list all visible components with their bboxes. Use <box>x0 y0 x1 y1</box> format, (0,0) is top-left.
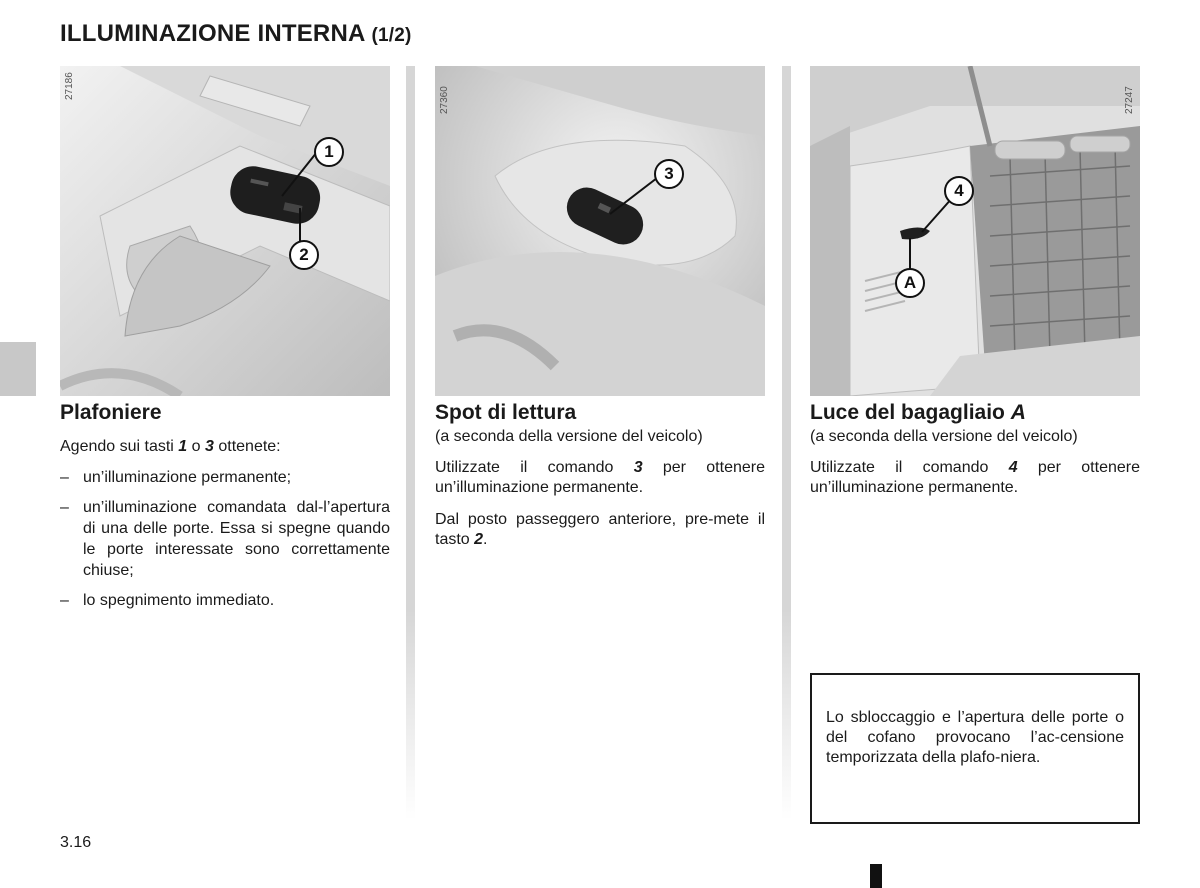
callout-lines <box>435 66 765 396</box>
column-divider <box>406 66 415 820</box>
figure-ref: 27247 <box>1124 86 1135 114</box>
key-ref-4: 4 <box>1008 459 1018 476</box>
paragraph-spot-2: Dal posto passeggero anteriore, pre-mete il tasto 2. <box>435 511 765 548</box>
page-title-suffix: (1/2) <box>371 25 412 46</box>
column-divider <box>782 66 791 820</box>
version-note: (a seconda della versione del veicolo) <box>810 428 1078 445</box>
callout-1: 1 <box>314 137 344 167</box>
callout-4: 4 <box>944 176 974 206</box>
figure-ref: 27360 <box>439 86 450 114</box>
page-title-text: ILLUMINAZIONE INTERNA <box>60 20 365 47</box>
callout-lines <box>810 66 1140 396</box>
paragraph-trunk-1: Utilizzate il comando 4 per ottenere un’illuminazione permanente. <box>810 459 1140 496</box>
callout-2: 2 <box>289 240 319 270</box>
key-ref-3: 3 <box>633 459 643 476</box>
callout-A: A <box>895 268 925 298</box>
info-box-text: Lo sbloccaggio e l’apertura delle porte o del cofano provocano l’ac-censione temporizzata della plafo-niera. <box>826 709 1124 766</box>
chapter-tab <box>0 342 36 396</box>
key-ref-1: 1 <box>178 438 188 455</box>
page-title <box>60 20 412 48</box>
heading-letter-A: A <box>1010 401 1026 424</box>
page-number: 3.16 <box>60 834 92 851</box>
figure-ceiling-lights <box>60 66 390 396</box>
section-heading-plafoniere: Plafoniere <box>60 401 162 424</box>
paragraph-spot-1: Utilizzate il comando 3 per ottenere un’illuminazione permanente. <box>435 459 765 496</box>
callout-lines <box>60 66 390 396</box>
key-ref-3: 3 <box>205 438 214 455</box>
page-edge-marker <box>870 864 882 888</box>
list-item: – lo spegnimento immediato. <box>60 592 275 609</box>
section-heading-spot: Spot di lettura <box>435 401 577 424</box>
section-heading-trunk: Luce del bagagliaio A <box>810 401 1026 424</box>
callout-3: 3 <box>654 159 684 189</box>
figure-trunk-light <box>810 66 1140 396</box>
list-item: – un’illuminazione comandata dal-l’apertura di una delle porte. Essa si spegne quando le porte interessate sono correttamente chiuse; <box>60 499 390 579</box>
version-note: (a seconda della versione del veicolo) <box>435 428 703 445</box>
info-box <box>810 673 1140 824</box>
figure-reading-spot <box>435 66 765 396</box>
list-item: – un’illuminazione permanente; <box>60 469 292 486</box>
intro-paragraph: Agendo sui tasti 1 o 3 ottenete: <box>60 438 281 455</box>
figure-ref: 27186 <box>64 72 75 100</box>
key-ref-2: 2 <box>474 531 484 548</box>
